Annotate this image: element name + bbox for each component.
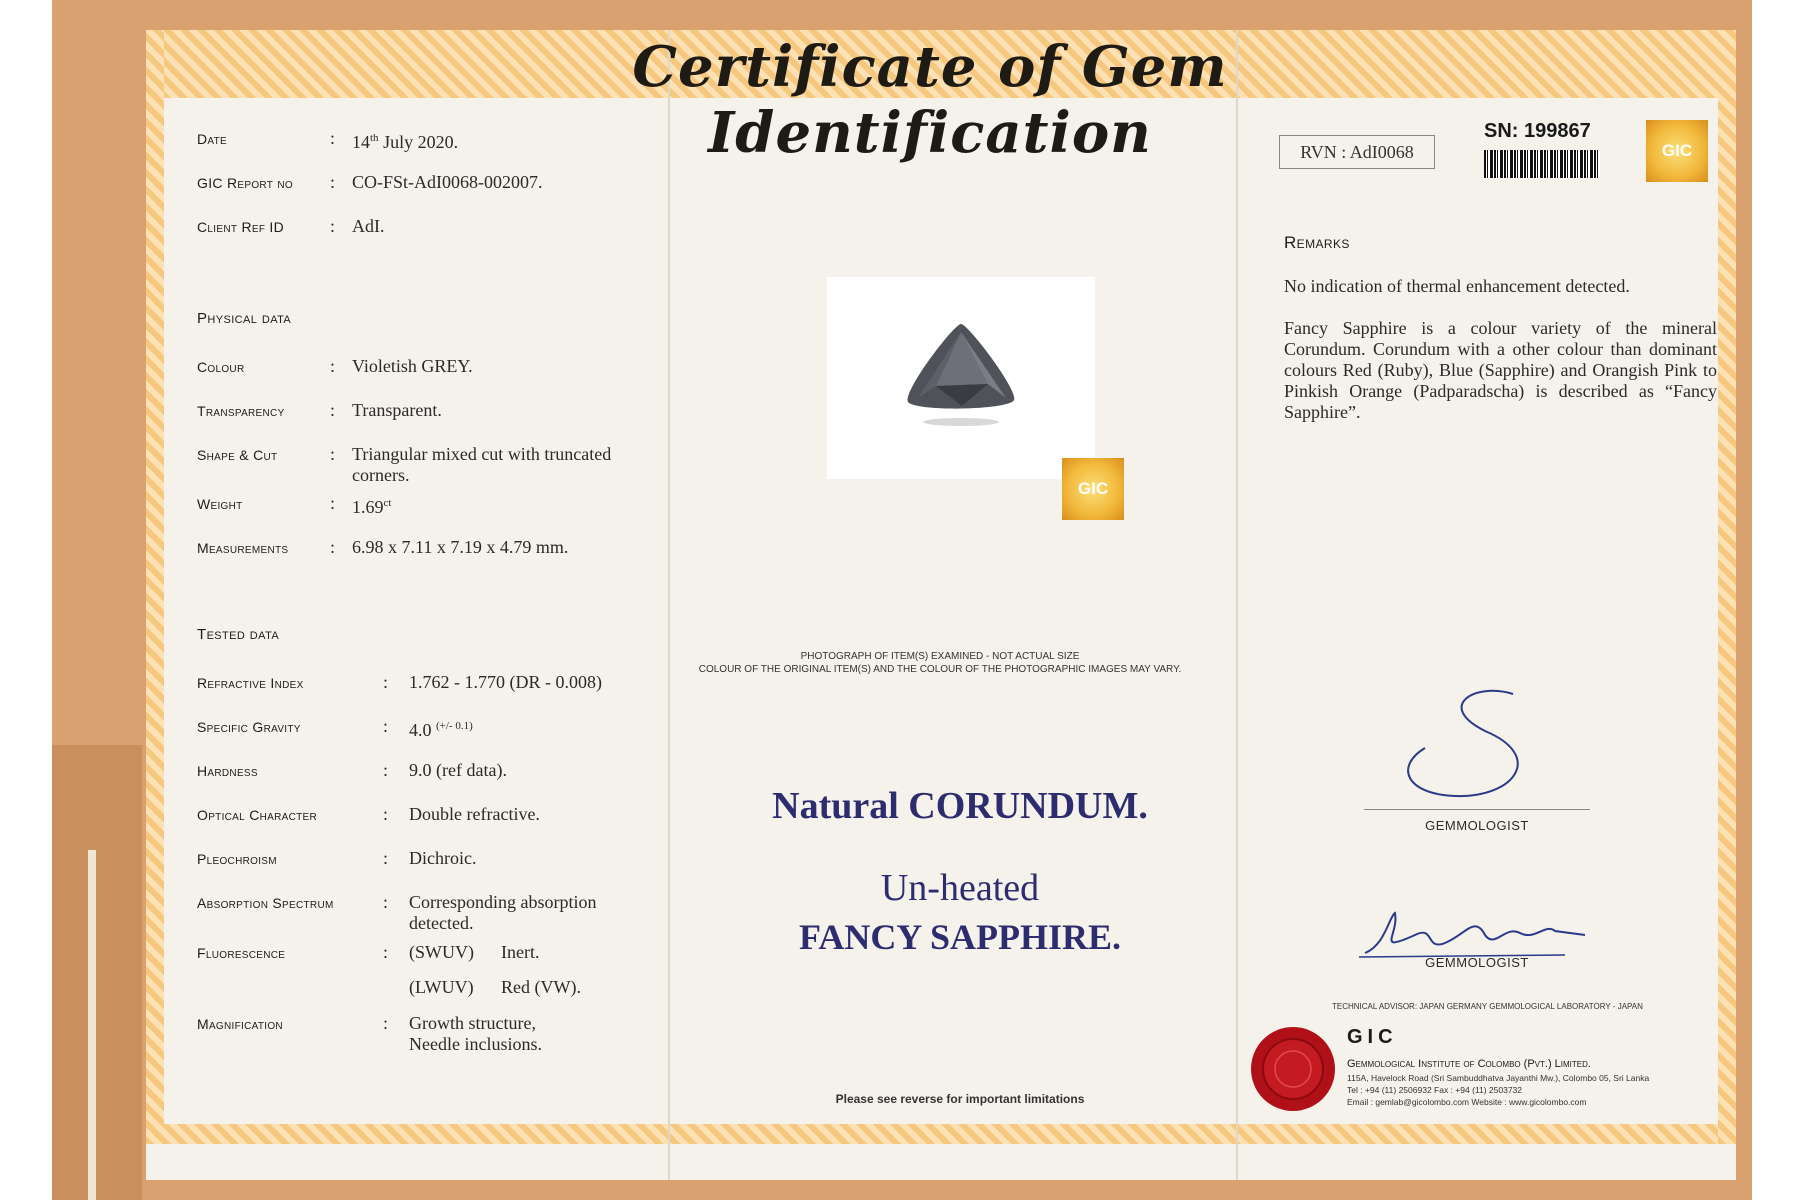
colour-value: Violetish GREY. bbox=[352, 356, 473, 376]
fluorescence-value: (SWUV) Inert. (LWUV) Red (VW). bbox=[409, 942, 581, 997]
remarks-heading: Remarks bbox=[1284, 233, 1350, 252]
optical-character-value: Double refractive. bbox=[409, 804, 540, 824]
refractive-index-row: Refractive Index : 1.762 - 1.770 (DR - 0.008) bbox=[197, 672, 602, 692]
refractive-index-label: Refractive Index bbox=[197, 675, 304, 691]
lab-short-name: GIC bbox=[1347, 1026, 1398, 1048]
fold-line bbox=[668, 30, 670, 1180]
refractive-index-value: 1.762 - 1.770 (DR - 0.008) bbox=[409, 672, 602, 692]
tested-data-heading: Tested data bbox=[197, 626, 280, 643]
magnification-row: Magnification : Growth structure, Needle inclusions. bbox=[197, 1013, 542, 1054]
optical-character-row: Optical Character : Double refractive. bbox=[197, 804, 540, 824]
hardness-value: 9.0 (ref data). bbox=[409, 760, 507, 780]
date-row: Date : 14th July 2020. bbox=[197, 128, 459, 152]
client-ref-value: AdI. bbox=[352, 216, 385, 236]
lab-address: 115A, Havelock Road (Sri Sambuddhatva Jayanthi Mw.), Colombo 05, Sri Lanka bbox=[1347, 1073, 1650, 1083]
wax-seal-icon bbox=[1248, 1024, 1338, 1114]
measurements-value: 6.98 x 7.11 x 7.19 x 4.79 mm. bbox=[352, 537, 569, 557]
folder-flap bbox=[52, 745, 142, 1200]
specific-gravity-row: Specific Gravity : 4.0 $^{(+/- 0.1)}$ bbox=[197, 716, 473, 740]
optical-character-label: Optical Character bbox=[197, 807, 318, 823]
lab-contact bbox=[1347, 1072, 1649, 1108]
shape-cut-label: Shape & Cut bbox=[197, 447, 278, 463]
folder-edge bbox=[88, 850, 96, 1200]
specific-gravity-label: Specific Gravity bbox=[197, 719, 301, 735]
lab-email: Email : gemlab@gicolombo.com Website : www.gicolombo.com bbox=[1347, 1097, 1587, 1107]
measurements-row: Measurements : 6.98 x 7.11 x 7.19 x 4.79 mm. bbox=[197, 537, 569, 557]
client-ref-label: Client Ref ID bbox=[197, 219, 285, 235]
date-label: Date bbox=[197, 131, 228, 147]
date-value: 14th July 2020. bbox=[352, 132, 459, 152]
magnification-label: Magnification bbox=[197, 1016, 283, 1032]
report-no-label: GIC Report no bbox=[197, 175, 293, 191]
transparency-row: Transparency : Transparent. bbox=[197, 400, 442, 420]
barcode-icon bbox=[1484, 150, 1600, 178]
pleochroism-row: Pleochroism : Dichroic. bbox=[197, 848, 477, 868]
report-no-value: CO-FSt-AdI0068-002007. bbox=[352, 172, 543, 192]
signature-line bbox=[1364, 809, 1590, 810]
gemmologist-signature-1 bbox=[1395, 686, 1545, 806]
variety-label: FANCY SAPPHIRE. bbox=[799, 917, 1121, 957]
pleochroism-value: Dichroic. bbox=[409, 848, 477, 868]
magnification-value: Growth structure, Needle inclusions. bbox=[409, 1013, 542, 1054]
absorption-label: Absorption Spectrum bbox=[197, 895, 334, 911]
treatment-label: Un-heated bbox=[880, 867, 1040, 909]
remark-description: Fancy Sapphire is a colour variety of the mineral Corundum. Corundum with a other colour than dominant colours Red (Ruby), Blue (Sapphire) and Orangish Pink to Pinkish Orange (Padparadscha) is described as “Fancy Sapphire”. bbox=[1284, 318, 1717, 422]
reverse-note: Please see reverse for important limitations bbox=[835, 1092, 1085, 1106]
decorative-border-bottom bbox=[146, 1124, 1736, 1144]
colour-label: Colour bbox=[197, 359, 245, 375]
rvn-box: RVN : AdI0068 bbox=[1279, 135, 1435, 169]
gemmologist-label: GEMMOLOGIST bbox=[1425, 818, 1529, 833]
decorative-border-right bbox=[1718, 30, 1736, 1144]
gemmologist-label-2: GEMMOLOGIST bbox=[1425, 955, 1529, 970]
fluorescence-row: Fluorescence : (SWUV) Inert. (LWUV) Red (VW). bbox=[197, 942, 581, 997]
species-label: Natural CORUNDUM. bbox=[772, 785, 1148, 827]
transparency-value: Transparent. bbox=[352, 400, 442, 420]
weight-row: Weight : $1.69^{ct}$ bbox=[197, 493, 392, 517]
weight-value: $1.69^{ct}$ bbox=[352, 497, 392, 517]
specific-gravity-value: 4.0 $^{(+/- 0.1)}$ bbox=[409, 720, 473, 740]
lab-full-name: Gemmological Institute of Colombo (Pvt.) Limited. bbox=[1347, 1058, 1591, 1070]
remark-thermal: No indication of thermal enhancement detected. bbox=[1284, 276, 1630, 296]
transparency-label: Transparency bbox=[197, 403, 285, 419]
certificate-title: Certificate of Gem Identification bbox=[632, 34, 1228, 166]
fluorescence-label: Fluorescence bbox=[197, 945, 286, 961]
measurements-label: Measurements bbox=[197, 540, 289, 556]
report-no-row: GIC Report no : CO-FSt-AdI0068-002007. bbox=[197, 172, 543, 192]
serial-number: SN: 199867 bbox=[1484, 120, 1591, 142]
pleochroism-label: Pleochroism bbox=[197, 851, 277, 867]
shape-cut-value: Triangular mixed cut with truncated corners. bbox=[352, 444, 612, 485]
fold-line bbox=[1236, 30, 1238, 1180]
hardness-row: Hardness : 9.0 (ref data). bbox=[197, 760, 507, 780]
client-ref-row: Client Ref ID : AdI. bbox=[197, 216, 385, 236]
colour-row: Colour : Violetish GREY. bbox=[197, 356, 473, 376]
hardness-label: Hardness bbox=[197, 763, 258, 779]
gic-hologram: GIC bbox=[1646, 120, 1708, 182]
decorative-border-left bbox=[146, 30, 164, 1144]
weight-label: Weight bbox=[197, 496, 243, 512]
gic-hologram: GIC bbox=[1062, 458, 1124, 520]
shape-cut-row: Shape & Cut : Triangular mixed cut with truncated corners. bbox=[197, 444, 612, 485]
lab-phone: Tel : +94 (11) 2506932 Fax : +94 (11) 2503732 bbox=[1347, 1085, 1523, 1095]
technical-advisor-note: TECHNICAL ADVISOR: JAPAN GERMANY GEMMOLOGICAL LABORATORY - JAPAN bbox=[1332, 1002, 1643, 1011]
gem-image bbox=[896, 318, 1026, 438]
absorption-value: Corresponding absorption detected. bbox=[409, 892, 597, 933]
physical-data-heading: Physical data bbox=[197, 310, 292, 327]
absorption-row: Absorption Spectrum : Corresponding absorption detected. bbox=[197, 892, 597, 933]
photo-disclaimer: PHOTOGRAPH OF ITEM(S) EXAMINED - NOT ACTUAL SIZE COLOUR OF THE ORIGINAL ITEM(S) AND THE COLOUR OF THE PHOTOGRAPHIC IMAGES MAY VARY. bbox=[698, 651, 1182, 675]
